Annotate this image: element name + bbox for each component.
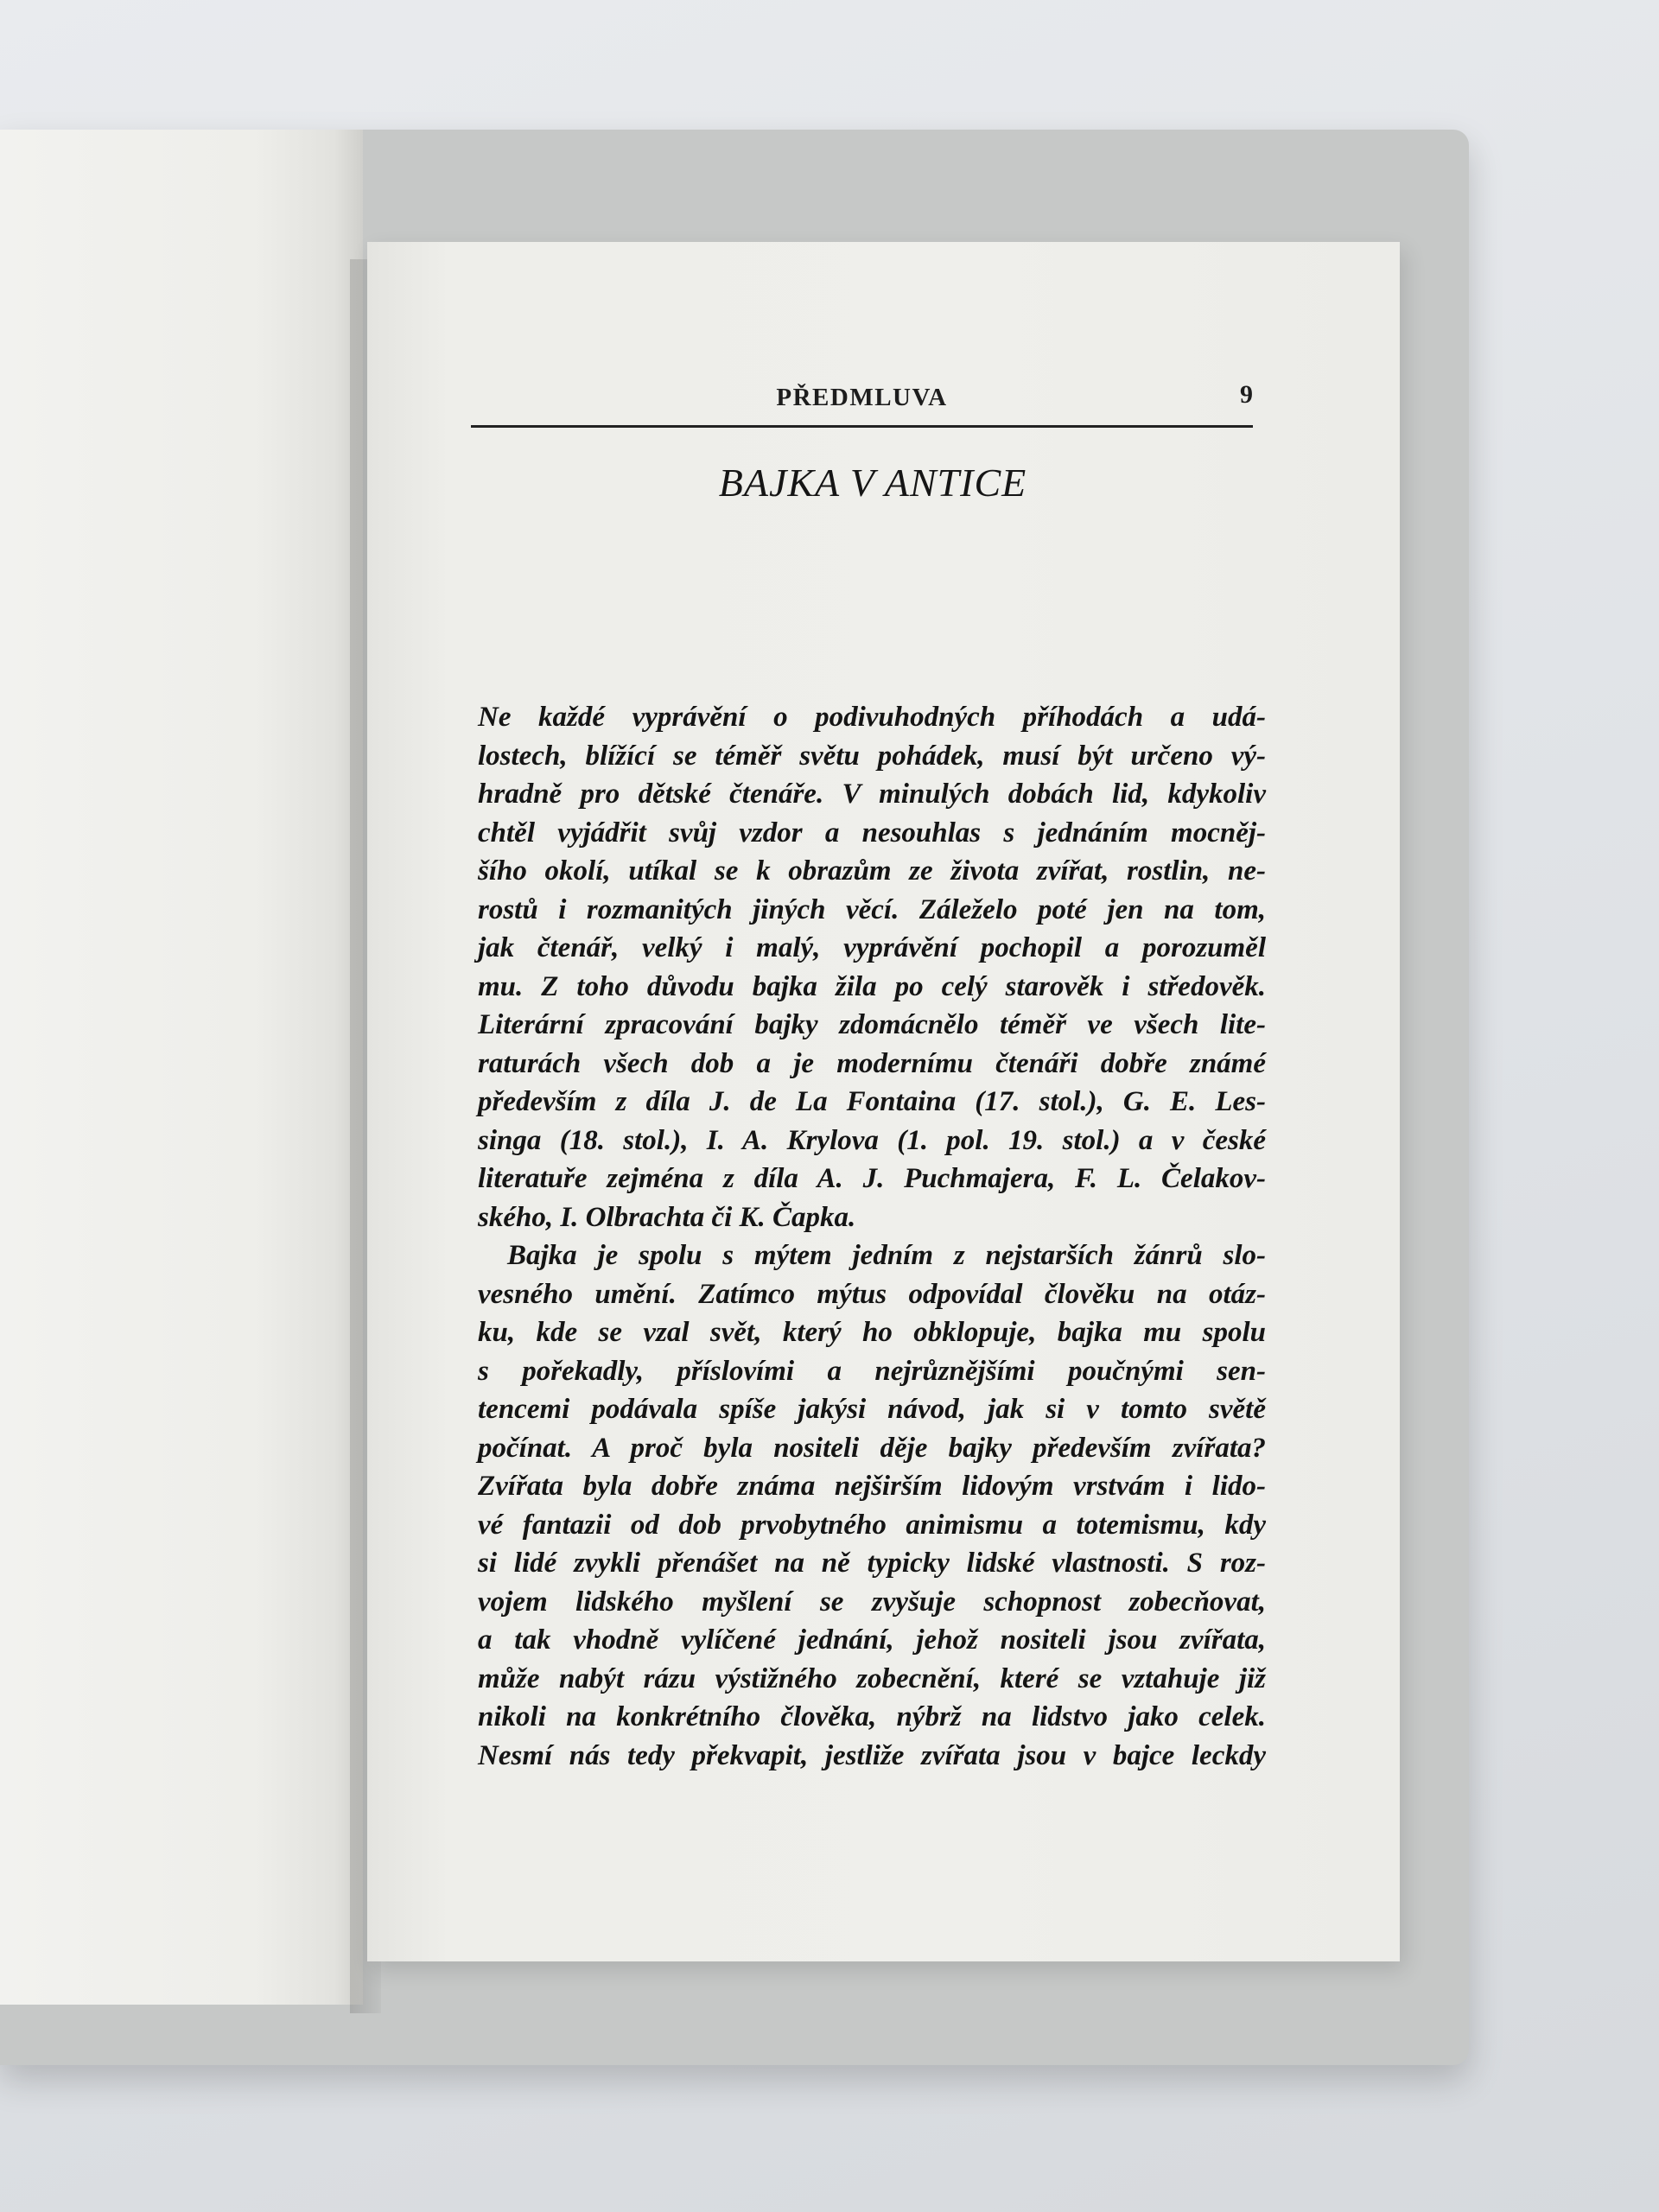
- right-page: [367, 242, 1400, 1961]
- text-line: literatuře zejména z díla A. J. Puchmajera, F. L. Čelakov-: [478, 1163, 1266, 1194]
- text-line: Literární zpracování bajky zdomácnělo téměř ve všech lite-: [478, 1009, 1266, 1040]
- text-line: singa (18. stol.), I. A. Krylova (1. pol. 19. stol.) a v české: [478, 1124, 1266, 1156]
- paragraph-1: [478, 698, 1266, 1236]
- text-line: hradně pro dětské čtenáře. V minulých dobách lid, kdykoliv: [478, 779, 1266, 810]
- text-line: Nesmí nás tedy překvapit, jestliže zvířata jsou v bajce leckdy: [478, 1739, 1266, 1771]
- text-line: raturách všech dob a je modernímu čtenáři dobře známé: [478, 1047, 1266, 1079]
- left-page: [0, 130, 363, 2005]
- chapter-title: BAJKA V ANTICE: [718, 461, 1027, 505]
- text-line: Zvířata byla dobře známa nejširším lidovým vrstvám i lido-: [478, 1471, 1266, 1502]
- text-line: chtěl vyjádřit svůj vzdor a nesouhlas s jednáním mocněj-: [478, 817, 1266, 849]
- text-line: a tak vhodně vylíčené jednání, jehož nositeli jsou zvířata,: [478, 1624, 1266, 1656]
- text-line: vesného umění. Zatímco mýtus odpovídal člověku na otáz-: [478, 1278, 1266, 1310]
- text-line: především z díla J. de La Fontaina (17. stol.), G. E. Les-: [478, 1086, 1266, 1117]
- text-line: nikoli na konkrétního člověka, nýbrž na lidstvo jako celek.: [478, 1701, 1266, 1732]
- text-line: šího okolí, utíkal se k obrazům ze života zvířat, rostlin, ne-: [478, 855, 1266, 887]
- text-line: ského, I. Olbrachta či K. Čapka.: [478, 1201, 856, 1233]
- text-line: Bajka je spolu s mýtem jedním z nejstarších žánrů slo-: [507, 1240, 1266, 1271]
- text-line: lostech, blížící se téměř světu pohádek, musí být určeno vý-: [478, 740, 1266, 772]
- text-line: mu. Z toho důvodu bajka žila po celý starověk i středověk.: [478, 970, 1266, 1002]
- text-line: tencemi podávala spíše jakýsi návod, jak si v tomto světě: [478, 1394, 1266, 1425]
- running-head: PŘEDMLUVA: [776, 384, 948, 411]
- text-line: počínat. A proč byla nositeli děje bajky především zvířata?: [478, 1432, 1266, 1464]
- text-line: si lidé zvykli přenášet na ně typicky lidské vlastnosti. S roz-: [478, 1548, 1266, 1579]
- page-header: [471, 380, 1253, 428]
- text-line: může nabýt rázu výstižného zobecnění, které se vztahuje již: [478, 1662, 1266, 1694]
- body-text: [478, 698, 1266, 1775]
- text-line: rostů i rozmanitých jiných věcí. Záleželo poté jen na tom,: [478, 893, 1266, 925]
- text-line: vojem lidského myšlení se zvyšuje schopnost zobecňovat,: [478, 1586, 1266, 1618]
- text-line: ku, kde se vzal svět, který ho obklopuje, bajka mu spolu: [478, 1317, 1266, 1348]
- text-line: s pořekadly, příslovími a nejrůznějšími poučnými sen-: [478, 1355, 1266, 1387]
- text-line: Ne každé vyprávění o podivuhodných příhodách a udá-: [478, 702, 1266, 733]
- paragraph-2: [478, 1236, 1266, 1775]
- text-line: jak čtenář, velký i malý, vyprávění pochopil a porozuměl: [478, 932, 1266, 963]
- text-line: vé fantazii od dob prvobytného animismu a totemismu, kdy: [478, 1509, 1266, 1541]
- page-number: 9: [1240, 380, 1253, 409]
